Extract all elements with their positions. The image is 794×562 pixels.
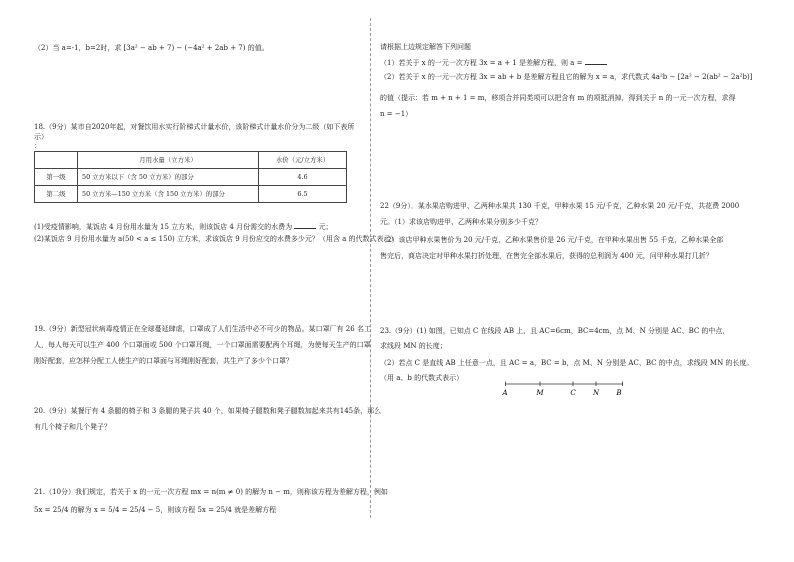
q21-sub1 <box>380 57 765 68</box>
q21-line2: 5x = 25/4 的解为 x = 5/4 = 25/4 − 5，则该方程 5x = 25/4 就是差解方程 <box>34 506 277 514</box>
q23-line3: （2）若点 C 是直线 AB 上任意一点，且 AC = a，BC = b，点 M、N 分别是 AC、BC 的中点，求线段 MN 的长度。 <box>380 359 754 367</box>
q18-colon: ： <box>34 142 41 150</box>
point-label-b: B <box>616 389 622 397</box>
table-header-cell: 月用水量（立方米） <box>78 152 259 169</box>
table-cell: 50 立方米—150 立方米（含 150 立方米）的部分 <box>78 186 259 203</box>
q23-line1: 23.（9分）(1) 如图，已知点 C 在线段 AB 上，且 AC=6cm，BC=4cm，点 M、N 分别是 AC、BC 的中点， <box>380 327 730 335</box>
q21-sub1-text: （1）若关于 x 的一元一次方程 3x = a + 1 是差解方程，则 a = <box>380 59 583 67</box>
q18-sub2: (2)某饭店 9 月份用水量为 a(50 < a ≤ 150) 立方米，求该饭店 9 月份应交的水费多少元？（用含 a 的代数式表示） <box>34 235 398 243</box>
answer-blank[interactable] <box>294 221 316 229</box>
table-header-row <box>35 152 347 169</box>
q21-line1: 21.（10分）我们规定，若关于 x 的一元一次方程 mx = n(m ≠ 0) 的解为 n − m，则称该方程为差解方程，例如 <box>34 488 388 496</box>
table-header-cell <box>35 152 78 169</box>
q21-sub2: （2）若关于 x 的一元一次方程 3x = ab + b 是差解方程且它的解为 x = a，求代数式 4a²b − [2a² − 2(ab² − 2a²b)] <box>380 73 753 81</box>
table-cell: 6.5 <box>259 186 347 203</box>
q20-line1: 20.（9分）某餐厅有 4 条腿的椅子和 3 条腿的凳子共 40 个，如果椅子腿数和凳子腿数加起来共有145条，那么 <box>34 407 382 415</box>
table-cell: 50 立方米以下（含 50 立方米）的部分 <box>78 169 259 186</box>
q21-instructions: 请根据上边规定解答下列问题 <box>380 43 471 51</box>
table-header-cell: 水价（元/立方米） <box>259 152 347 169</box>
point-label-m: M <box>536 389 544 397</box>
table-cell: 4.6 <box>259 169 347 186</box>
q21-sub2-hint: 的值（提示：若 m + n + 1 = m，移项合并同类项可以把含有 m 的项抵消掉，得到关于 n 的一元一次方程，求得 <box>380 94 736 102</box>
q19-line3: 刚好配套，应怎样分配工人使生产的口罩面与耳绳刚好配套，共生产了多少个口罩？ <box>34 357 293 365</box>
q20-line2: 有几个椅子和几个凳子？ <box>34 423 111 431</box>
column-divider <box>370 18 371 518</box>
table-row <box>35 169 347 186</box>
answer-blank[interactable] <box>585 57 607 65</box>
q18-sub1-text: (1)受疫情影响，某饭店 4 月份用水量为 15 立方米，则该饭店 4 月份需交的水费为 <box>34 223 293 231</box>
point-label-c: C <box>570 389 576 397</box>
q22-line3: （2）该店甲种水果售价为 20 元/千克，乙种水果售价是 26 元/千克，在甲种水果出售 55 千克，乙种水果全部 <box>380 236 724 244</box>
q21-sub2-hint-end: n = −1） <box>380 110 413 118</box>
table-cell: 第二级 <box>35 186 78 203</box>
table-cell: 第一级 <box>35 169 78 186</box>
segment-diagram <box>502 381 623 397</box>
q19-line2: 人，每人每天可以生产 400 个口罩面或 500 个口罩耳绳，一个口罩面需要配两个耳绳，为使每天生产的口罩 <box>34 341 371 349</box>
q19-line1: 19.（9分）新型冠状病毒疫情正在全球蔓延肆虐，口罩成了人们生活中必不可少的物品。某口罩厂有 26 名工 <box>34 325 371 333</box>
q23-line2: 求线段 MN 的长度； <box>380 342 447 350</box>
q23-line4: （用 a、b 的代数式表示） <box>380 374 464 382</box>
q18-line2: 示） <box>34 133 48 141</box>
q18-line1: 18.（9分）某市自2020年起，对餐饮用水实行阶梯式计量水价，该阶梯式计量水价分为二级（如下表所 <box>34 123 355 131</box>
table-row <box>35 186 347 203</box>
q22-line2: 元。（1）求该店购进甲、乙两种水果分别多少千克？ <box>380 218 542 226</box>
water-price-table <box>34 151 347 203</box>
q17-part2: （2）当 a=-1，b=2时，求 [3a² − ab + 7) − (−4a² + 2ab + 7) 的值。 <box>34 44 269 52</box>
point-label-a: A <box>502 389 508 397</box>
q22-line4: 售完后，商店决定对甲种水果打折处理，在售完全部水果后，获得的总利润为 400 元，问甲种水果打几折？ <box>380 252 713 260</box>
q18-sub1-unit: 元； <box>318 223 333 231</box>
q22-line1: 22（9分）．某水果店购进甲、乙两种水果共 130 千克，甲种水果 15 元/千克，乙种水果 20 元/千克，共花费 2000 <box>380 202 740 210</box>
point-label-n: N <box>592 389 600 397</box>
q18-sub1 <box>34 221 362 232</box>
